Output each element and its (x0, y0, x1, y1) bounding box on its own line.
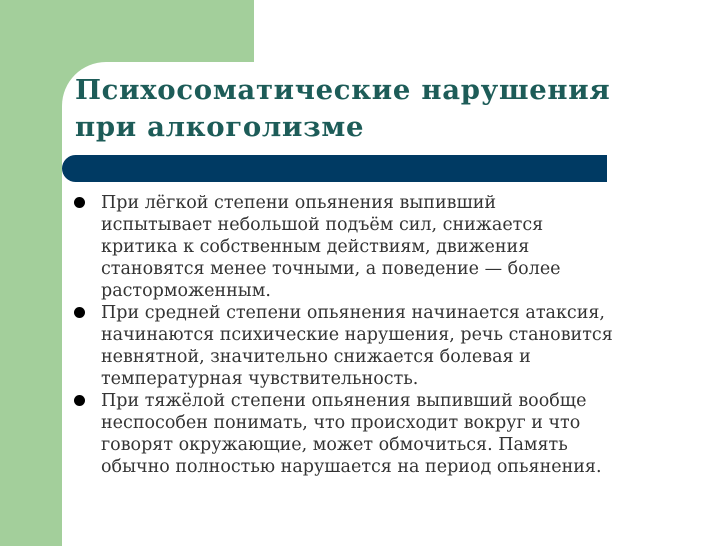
title-divider-bar (62, 155, 607, 182)
bullet-line: При тяжёлой степени опьянения выпивший вообще (101, 391, 587, 411)
bullet-line: начинаются психические нарушения, речь становится (101, 325, 613, 345)
bullet-text (101, 192, 694, 302)
bullet-line: критика к собственным действиям, движения (101, 237, 530, 257)
bullet-line: невнятной, значительно снижается болевая и (101, 347, 531, 367)
bullet-text (101, 302, 694, 390)
bullet-line: говорят окружающие, может обмочиться. Память (101, 435, 568, 455)
bullet-line: обычно полностью нарушается на период опьянения. (101, 457, 602, 477)
bullet-line: становятся менее точными, а поведение — более (101, 259, 561, 279)
bullet-line: температурная чувствительность. (101, 369, 419, 389)
bullet-line: При средней степени опьянения начинается атаксия, (101, 303, 605, 323)
bullet-line: При лёгкой степени опьянения выпивший (101, 193, 497, 213)
slide-title-line-1: Психосоматические нарушения (75, 74, 611, 106)
slide-title (75, 72, 715, 146)
bullet-line: испытывает небольшой подъём сил, снижается (101, 215, 544, 235)
bullet-text (101, 390, 694, 478)
bullet-item-mild-intoxication (74, 192, 694, 302)
bullet-line: расторможенным. (101, 281, 271, 301)
slide-title-line-2: при алкоголизме (75, 111, 365, 143)
bullet-icon (74, 307, 85, 318)
bullet-list (74, 192, 694, 478)
bullet-icon (74, 197, 85, 208)
bullet-icon (74, 395, 85, 406)
bullet-line: неспособен понимать, что происходит вокруг и что (101, 413, 581, 433)
bullet-item-moderate-intoxication (74, 302, 694, 390)
bullet-item-severe-intoxication (74, 390, 694, 478)
